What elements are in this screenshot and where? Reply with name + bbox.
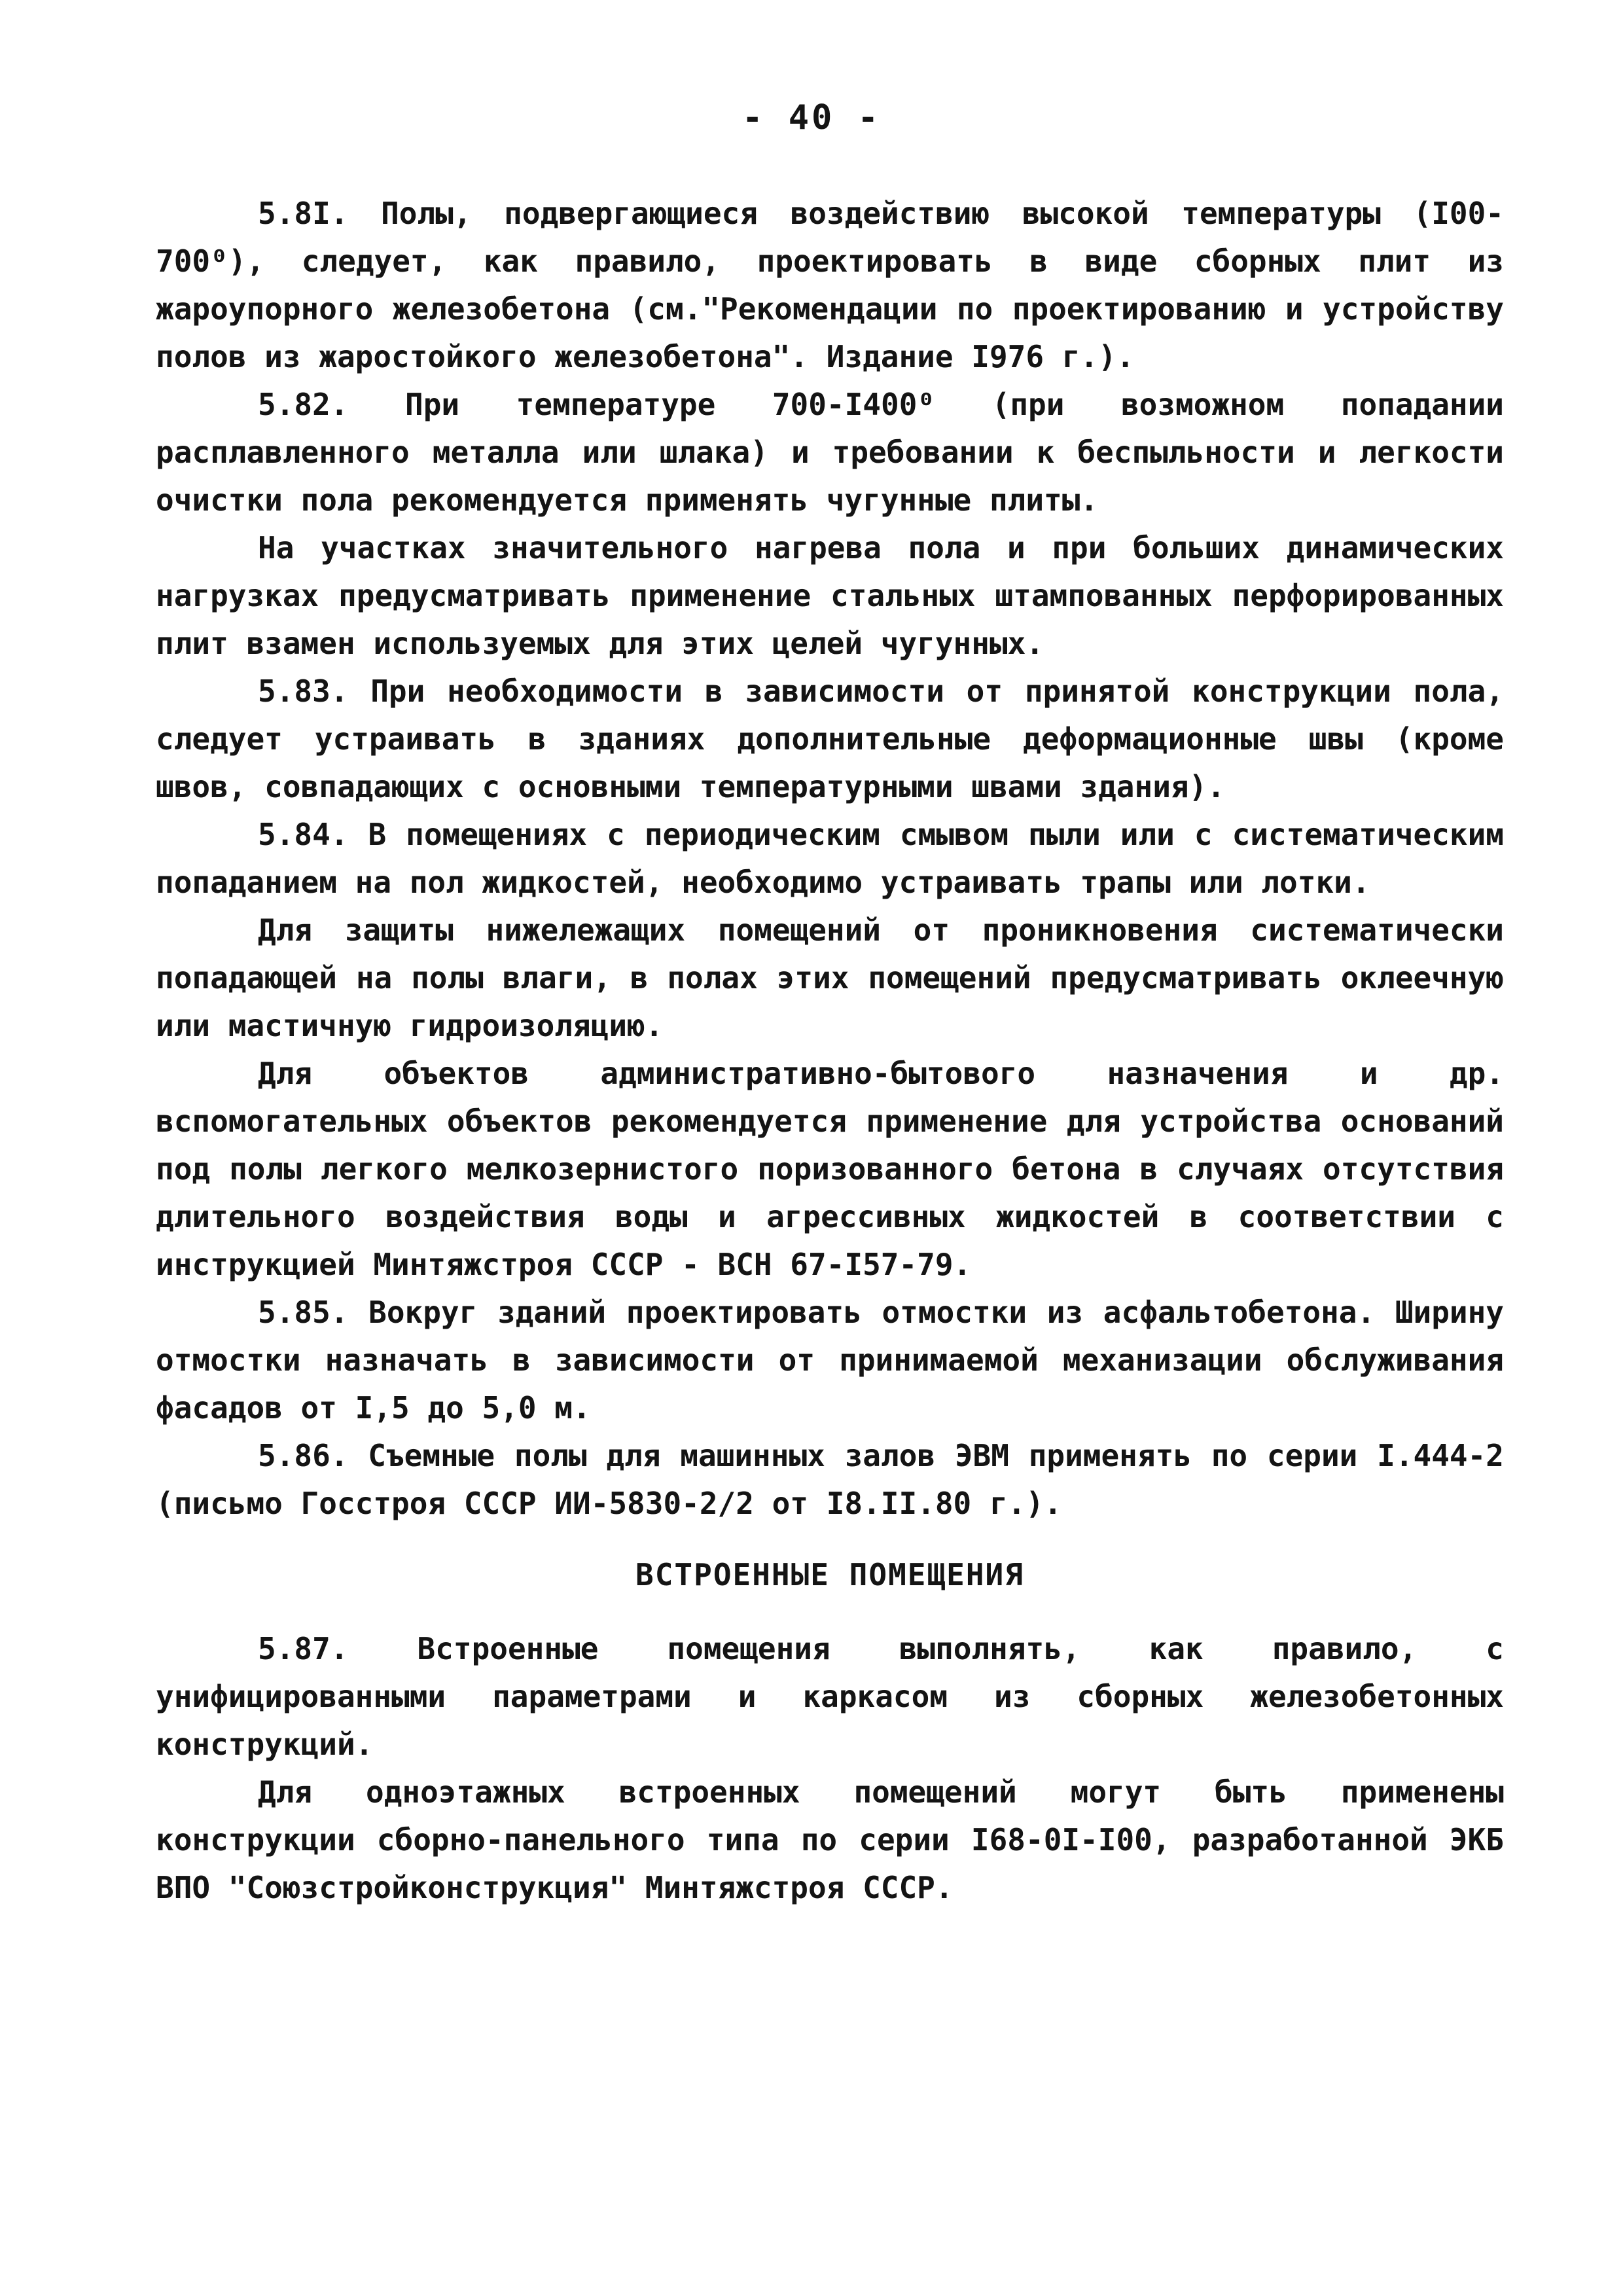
paragraph-5-87-cont: Для одноэтажных встроенных помещений могут быть применены конструкции сборно-панельного типа по серии I68-0I-I00, разработанной ЭКБ ВПО "Союзстройконструкция" Минтяжстроя СССР. bbox=[156, 1774, 1504, 1905]
paragraph-5-83: 5.83. При необходимости в зависимости от принятой конструкции пола, следует устраивать в зданиях дополнительные деформационные швы (кроме швов, совпадающих с основными температурными швами здания). bbox=[156, 673, 1504, 804]
paragraph-5-85: 5.85. Вокруг зданий проектировать отмостки из асфальтобетона. Ширину отмостки назначать в зависимости от принимаемой механизации обслуживания фасадов от I,5 до 5,0 м. bbox=[156, 1295, 1504, 1426]
section-heading: ВСТРОЕННЫЕ ПОМЕЩЕНИЯ bbox=[635, 1557, 1024, 1592]
paragraph-5-87: 5.87. Встроенные помещения выполнять, как правило, с унифицированными параметрами и каркасом из сборных железобетонных конструкций. bbox=[156, 1631, 1504, 1762]
paragraph-5-84: 5.84. В помещениях с периодическим смывом пыли или с систематическим попаданием на пол жидкостей, необходимо устраивать трапы или лотки. bbox=[156, 817, 1504, 900]
paragraph-5-84-cont-2: Для объектов административно-бытового назначения и др. вспомогательных объектов рекомендуется применение для устройства оснований под полы легкого мелкозернистого поризованного бетона в случаях отсутствия длительного воздействия воды и агрессивных жидкостей в соответствии с инструкцией Минтяжстроя СССР - ВСН 67-I57-79. bbox=[156, 1056, 1504, 1282]
paragraph-5-81: 5.8I. Полы, подвергающиеся воздействию высокой температуры (I00-700⁰), следует, как правило, проектировать в виде сборных плит из жароупорного железобетона (см."Рекомендации по проектированию и устройству полов из жаростойкого железобетона". Издание I976 г.). bbox=[156, 196, 1504, 374]
paragraph-5-82: 5.82. При температуре 700-I400⁰ (при возможном попадании расплавленного металла или шлака) и требовании к беспыльности и легкости очистки пола рекомендуется применять чугунные плиты. bbox=[156, 387, 1504, 518]
paragraph-5-82-cont: На участках значительного нагрева пола и при больших динамических нагрузках предусматривать применение стальных штампованных перфорированных плит взамен используемых для этих целей чугунных. bbox=[156, 530, 1504, 661]
document-body bbox=[156, 190, 1504, 1912]
paragraph-5-86: 5.86. Съемные полы для машинных залов ЭВМ применять по серии I.444-2 (письмо Госстроя СССР ИИ-5830-2/2 от I8.II.80 г.). bbox=[156, 1438, 1504, 1521]
paragraph-5-84-cont: Для защиты нижележащих помещений от проникновения систематически попадающей на полы влаги, в полах этих помещений предусматривать оклеечную или мастичную гидроизоляцию. bbox=[156, 912, 1504, 1043]
page-number: - 40 - bbox=[742, 98, 881, 137]
